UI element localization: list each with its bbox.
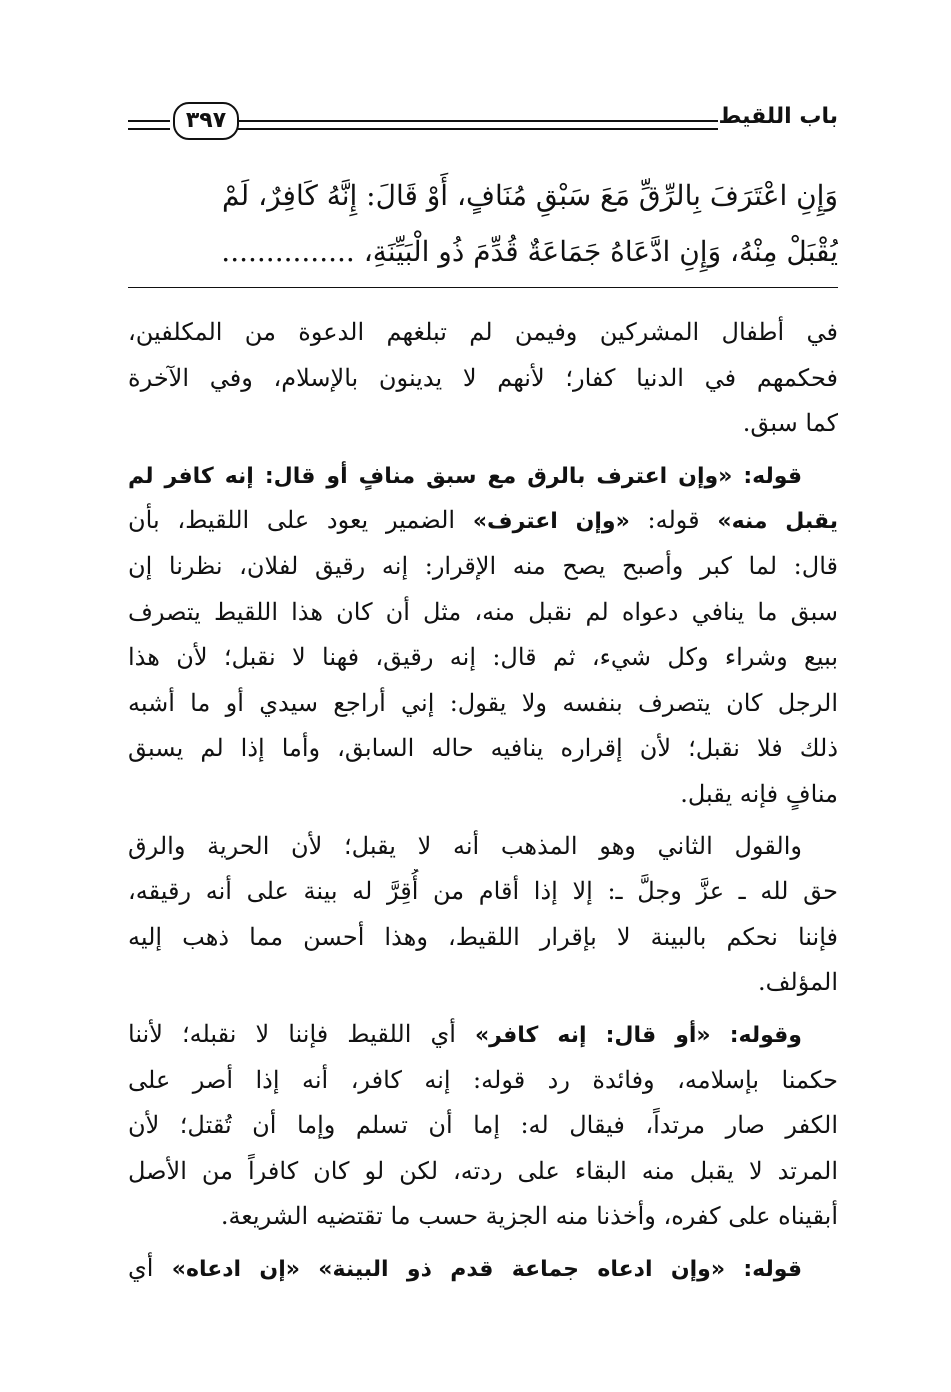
matn-line: يُقْبَلْ مِنْهُ، وَإِنِ ادَّعَاهُ جَمَاعَةٌ قُدِّمَ ذُو الْبَيِّنَةِ، ............... (221, 235, 838, 268)
paragraph (128, 310, 838, 447)
text-line: المؤلف. (757, 968, 838, 997)
header-rule-right-top (238, 120, 718, 122)
text-line: الكفر صار مرتداً، فيقال له: إما أن تسلم وإما أن تُقتل؛ لأن (128, 1111, 838, 1140)
text-line: فإننا نحكم بالبينة لا بإقرار اللقيط، وهذا أحسن مما ذهب إليه (128, 922, 838, 951)
text-line (128, 1012, 838, 1058)
footnote-divider (128, 287, 838, 288)
text-line: أبقيناه على كفره، وأخذنا منه الجزية حسب ما تقتضيه الشريعة. (220, 1202, 838, 1231)
text-line: قال: لما كبر وأصبح يصح منه الإقرار: إنه رقيق لفلان، نظرنا إن (128, 551, 838, 580)
bold-quote: «وإن اعترف» (472, 509, 630, 535)
text-line: منافٍ فإنه يقبل. (680, 779, 838, 808)
text-line: في أطفال المشركين وفيمن لم تبلغهم الدعوة من المكلفين، (128, 318, 838, 346)
text-run: الضمير يعود على اللقيط، بأن (128, 506, 473, 535)
text-line: حق لله ـ عزَّ وجلَّ ـ: إلا إذا أقام من أُقِرَّ له بينة على أنه رقيقه، (128, 877, 838, 906)
page-header (128, 100, 838, 150)
bold-quote: قوله: «وإن اعترف بالرق مع سبق منافٍ أو قال: إنه كافر لم (128, 463, 802, 489)
text-line (128, 453, 838, 499)
paragraph (128, 453, 838, 818)
paragraph (128, 1246, 838, 1292)
bold-quote: قوله: «وإن ادعاه جماعة قدم ذو البينة» (318, 1256, 802, 1282)
matn-line: وَإِنِ اعْتَرَفَ بِالرِّقِّ مَعَ سَبْقِ مُنَافٍ، أَوْ قَالَ: إِنَّهُ كَافِرٌ، لَمْ (222, 179, 838, 212)
text-line (128, 1246, 838, 1292)
bold-quote: وقوله: «أو قال: إنه كافر» (474, 1022, 802, 1048)
header-rule-right-bottom (238, 128, 718, 130)
header-rule-left-top (128, 120, 170, 122)
text-line: سبق ما ينافي دعواه لم نقبل منه، مثل أن كان هذا اللقيط يتصرف (128, 597, 838, 626)
text-run (300, 1254, 318, 1282)
text-line: ببيع وشراء وكل شيء، ثم قال: إنه رقيق، فهنا لا نقبل؛ لأن هذا (128, 643, 838, 672)
text-line: المرتد لا يقبل منه البقاء على ردته، لكن لو كان كافراً من الأصل (128, 1156, 838, 1185)
matn-text (128, 168, 838, 280)
text-line: كما سبق. (742, 409, 838, 438)
text-run: أي اللقيط فإننا لا نقبله؛ لأننا (128, 1019, 475, 1048)
chapter-title: باب اللقيط (718, 104, 838, 129)
text-line: ذلك فلا نقبل؛ لأن إقراره ينافيه حاله السابق، وأما إذا لم يسبق (128, 734, 838, 763)
text-run: قوله: (629, 506, 718, 535)
header-rule-left-bottom (128, 128, 170, 130)
text-line (128, 498, 838, 544)
text-line: فحكمهم في الدنيا كفار؛ لأنهم لا يدينون بالإسلام، وفي الآخرة (128, 363, 838, 392)
text-line: الرجل كان يتصرف بنفسه ولا يقول: إني أراجع سيدي أو ما أشبه (128, 688, 838, 717)
text-line: حكمنا بإسلامه، وفائدة رد قوله: إنه كافر، أنه إذا أصر على (128, 1065, 838, 1094)
paragraph (128, 824, 838, 1006)
commentary-text (128, 310, 838, 1297)
text-run: أي (128, 1253, 172, 1282)
bold-quote: «إن ادعاه» (171, 1256, 300, 1282)
page-number: ٣٩٧ (173, 102, 239, 140)
paragraph (128, 1012, 838, 1240)
bold-quote: يقبل منه» (717, 509, 838, 535)
text-line: والقول الثاني وهو المذهب أنه لا يقبل؛ لأن الحرية والرق (128, 831, 802, 860)
